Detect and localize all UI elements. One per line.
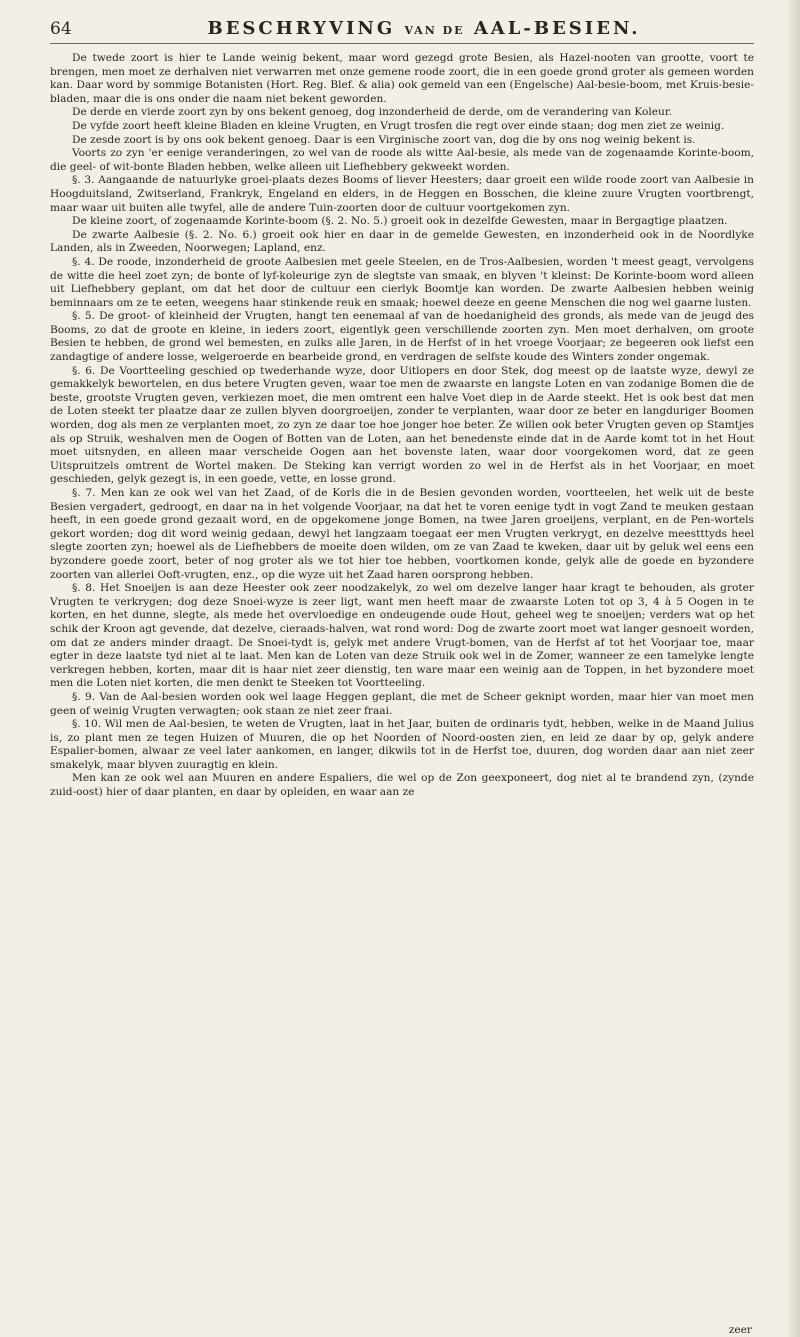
running-head <box>94 18 754 39</box>
paragraph: §. 3. Aangaande de natuurlyke groei-plaats dezes Booms of liever Heesters; daar groeit een wilde roode zoort van Aalbesie in Hoogduitsland, Zwitserland, Frankryk, Engeland en elders, in de Heggen en Bosschen, die kleine zuure Vrugten voortbrengt, maar waar uit buiten alle twyfel, alle de andere Tuin-zoorten door de cultuur voortgekomen zyn. <box>50 174 754 214</box>
paragraph: Voorts zo zyn 'er eenige veranderingen, zo wel van de roode als witte Aal-besie, als mede van de zogenaamde Korinte-boom, die geel- of wit-bonte Bladen hebben, welke alleen uit Liefhebbery gekweekt worden. <box>50 147 754 173</box>
paragraph: §. 10. Wil men de Aal-besien, te weten de Vrugten, laat in het Jaar, buiten de ordinaris tydt, hebben, welke in de Maand Julius is, zo plant men ze tegen Huizen of Muuren, die op het Noorden of Noord-oosten zien, en leid ze daar by op, gelyk andere Espalier-bomen, alwaar ze veel later aankomen, en langer, dikwils tot in de Herfst toe, duuren, dog worden daar aan niet zeer smakelyk, maar blyven zuuragtig en klein. <box>50 718 754 771</box>
body-text <box>50 52 754 800</box>
paragraph: §. 9. Van de Aal-besien worden ook wel laage Heggen geplant, die met de Scheer geknipt worden, maar hier van moet men geen of weinig Vrugten verwagten; ook staan ze niet zeer fraai. <box>50 690 754 717</box>
page-edge-shadow <box>786 0 800 1337</box>
paragraph: §. 8. Het Snoeijen is aan deze Heester ook zeer noodzakelyk, zo wel om dezelve langer haar kragt te behouden, als groter Vrugten te verkrygen; dog deze Snoei-wyze is zeer ligt, want men heeft maar de zwaarste Loten tot op 3, 4 à 5 Oogen in te korten, en het dunne, slegte, als mede het overvloedige en ondeugende oude Hout, geheel weg te snoeijen; verders wat op het schik der Kroon agt gevende, dat dezelve, cieraads-halven, wat rond word: Dog de zwarte zoort moet wat langer gesnoeit worden, om dat ze anders minder draagt. De Snoei-tydt is, gelyk met andere Vrugt-bomen, van de Herfst af tot het Voorjaar toe, maar egter in deze laatste tyd niet al te laat. Men kan de Loten van deze Struik ook wel in de Zomer, wanneer ze een tamelyke lengte verkregen hebben, korten, maar dit is haar niet zeer dienstig, ten ware maar een weinig aan de Toppen, in het byzondere moet men die Loten niet korten, die men denkt te Steeken tot Voortteeling. <box>50 582 754 690</box>
paragraph: Men kan ze ook wel aan Muuren en andere Espaliers, die wel op de Zon geexponeert, dog niet al te brandend zyn, (zynde zuid-oost) hier of daar planten, en daar by opleiden, en waar aan ze <box>50 772 754 799</box>
running-head-end: AAL-BESIEN. <box>473 18 641 39</box>
paragraph: §. 7. Men kan ze ook wel van het Zaad, of de Korls die in de Besien gevonden worden, voortteelen, het welk uit de beste Besien vergadert, gedroogt, en daar na in het volgende Voorjaar, na dat het te voren eenige tydt in vogt Zand te meuken gestaan heeft, in een goede grond gezaait word, en de opgekomene jonge Bomen, na twee Jaren groeijens, verplant, en de Pen-wortels gekort worden; dog dit word weinig gedaan, dewyl het langzaam toegaat eer men Vrugten verkrygt, en dezelve meestttyds heel slegte zoorten zyn; hoewel als de Liefhebbers de moeite doen wilden, om ze van Zaad te kweken, daar uit by geluk wel eens een byzondere goede zoort, beter of nog groter als we tot hier toe hebben, voortkomen konde, gelyk alle de goede en byzondere zoorten van allerlei Ooft-vrugten, enz., op die wyze uit het Zaad haren oorsprong hebben. <box>50 487 754 581</box>
paragraph: De zwarte Aalbesie (§. 2. No. 6.) groeit ook hier en daar in de gemelde Gewesten, en inzonderheid ook in de Noordlyke Landen, als in Zweeden, Noorwegen; Lapland, enz. <box>50 228 754 255</box>
catchword: zeer <box>728 1324 752 1336</box>
paragraph: De derde en vierde zoort zyn by ons bekent genoeg, dog inzonderheid de derde, om de verandering van Koleur. <box>72 106 673 119</box>
paragraph: De vyfde zoort heeft kleine Bladen en kleine Vrugten, en Vrugt trosfen die regt over einde staan; dog men ziet ze weinig. <box>72 119 725 132</box>
page-number: 64 <box>50 19 72 39</box>
paragraph: §. 5. De groot- of kleinheid der Vrugten, hangt ten eenemaal af van de hoedanigheid des gronds, als mede van de jeugd des Booms, zo dat de groote en kleine, in ieders zoort, eigentlyk geen verschillende zoorten zyn. Men moet derhalven, om groote Besien te hebben, de grond wel bemesten, en zulks alle Jaren, in de Herfst of in het vroege Voorjaar; ze begeeren ook liefst een zandagtige of andere losse, welgeroerde en bearbeide grond, en verdragen de selfste koude des Winters zonder ongemak. <box>50 310 754 364</box>
paragraph: §. 6. De Voortteeling geschied op twederhande wyze, door Uitlopers en door Stek, dog meest op de laatste wyze, dewyl ze gemakkelyk bewortelen, en dus betere Vrugten geven, waar toe men de zwaarste en langste Loten en van zodanige Bomen die de beste, grootste Vrugten geven, verkiezen moet, die men omtrent een halve Voet diep in de Aarde steekt. Het is ook best dat men de Loten steekt ter plaatze daar ze zullen blyven doorgroeijen, zonder te verplanten, waar door ze beter en langduriger Boomen worden, dog als men ze verplanten moet, zo zyn ze daar toe hoe jonger hoe beter. Ze willen ook beter Vrugten geven op Stamtjes als op Struik, weshalven men de Oogen of Botten van de Loten, aan het benedenste einde dat in de Aarde komt tot in het Hout moet uitsnyden, en alleen maar verscheide Oogen aan het bovenste laten, waar door voorgekomen word, dat ze geen Uitspruitzels omtrent de Wortel maken. De Steking kan verrigt worden zo wel in de Herfst als in het Voorjaar, en moet geschieden, gelyk gezegt is, in een goede, vette, en losse grond. <box>50 364 754 486</box>
paragraph: De kleine zoort, of zogenaamde Korinte-boom (§. 2. No. 5.) groeit ook in dezelfde Gewesten, maar in Bergagtige plaatzen. <box>72 215 728 228</box>
page-header <box>50 18 754 44</box>
paragraph: De twede zoort is hier te Lande weinig bekent, maar word gezegd grote Besien, als Hazel-nooten van grootte, voort te brengen, men moet ze derhalven niet verwarren met onze gemene roode zoort, die in een goede grond groter als gemeen worden kan. Daar word by sommige Botanisten (Hort. Reg. Blef. & alia) ook gemeld van een (Engelsche) Aal-besie-boom, met Kruis-besie-bladen, maar die is ons onder die naam niet bekent geworden. <box>50 52 754 105</box>
paragraph: De zesde zoort is by ons ook bekent genoeg. Daar is een Virginische zoort van, dog die by ons nog weinig bekent is. <box>72 133 696 146</box>
paragraph: §. 4. De roode, inzonderheid de groote Aalbesien met geele Steelen, en de Tros-Aalbesien, worden 't meest geagt, vervolgens de witte die heel zoet zyn; de bonte of lyf-koleurige zyn de slegtste van smaak, en blyven 't kleinst: De Korinte-boom word alleen uit Liefhebbery geplant, om dat het door de cultuur een cierlyk Boomtje kan worden. De zwarte Aalbesien hebben weinig beminnaars om ze te eeten, weegens haar stinkende reuk en smaak; hoewel deeze en geene Menschen die nog wel gaarne lusten. <box>50 255 754 309</box>
running-head-main: BESCHRYVING <box>207 18 396 39</box>
running-head-small: VAN DE <box>404 24 465 37</box>
